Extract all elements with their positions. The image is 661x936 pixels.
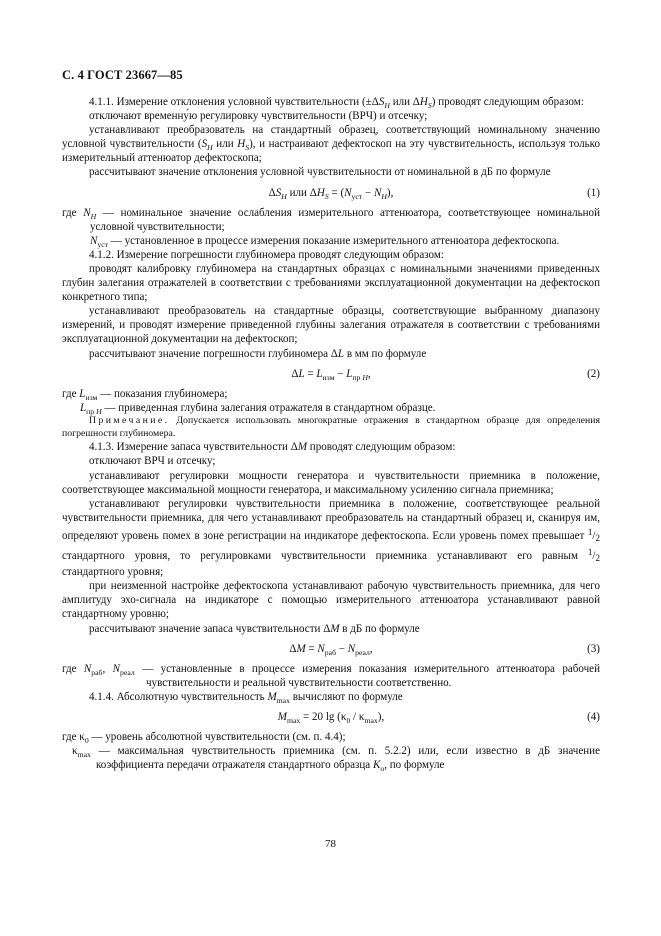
definition: где $\kappa_0$ — уровень абсолютной чувствительности (см. п. 4.4);: [62, 730, 346, 745]
definition: где $N_Н$ — номинальное значение ослабления измерительного аттенюатора, соответствующее номинальной условной чувствительности;: [62, 206, 600, 233]
paragraph: рассчитывают значение запаса чувствительности ΔM в дБ по формуле: [89, 622, 420, 635]
section-4-1-3: 4.1.3. Измерение запаса чувствительности ΔM проводят следующим образом:: [89, 441, 456, 454]
page-number: 78: [325, 838, 336, 850]
definition: где $N_{раб}$, $N_{реал}$ — установленные в процессе измерения показания измерительного аттенюатора рабочей чувствительности и реальной чувствительности соответственно.: [62, 662, 600, 689]
paragraph: рассчитывают значение отклонения условной чувствительности от номинальной в дБ по формуле: [89, 166, 551, 179]
page-header: С. 4 ГОСТ 23667—85: [62, 68, 183, 82]
formula-1: $\Delta S_Н$ или $\Delta H_S = (N_{уст} - N_Н)$, (1): [62, 180, 600, 206]
formula-number: (4): [587, 710, 600, 723]
note-label: Примечание.: [89, 414, 170, 426]
paragraph: устанавливают преобразователь на стандартные образцы, соответствующие выбранному диапазону измерений, и проводят измерение приведенной глубины залегания отражателя в соответствии с требованиями эксплуатационной документации на дефектоскоп;: [62, 305, 600, 346]
paragraph: отключают временну́ю регулировку чувствительности (ВРЧ) и отсечку;: [89, 110, 428, 123]
definition: $\kappa_{max}$ — максимальная чувствительность приемника (см. п. 5.2.2) или, если известно в дБ значение коэффициента передачи отражателя стандартного образца $K_о$, по формуле: [72, 744, 600, 774]
paragraph: проводят калибровку глубиномера на стандартных образцах с номинальными значениями приведенных глубин залегания отражателей в соответствии с требованиями эксплуатационной документации на дефектоскоп конкретного типа;: [62, 262, 600, 304]
definition: где $L_{изм}$ — показания глубиномера;: [62, 387, 228, 402]
paragraph: устанавливают регулировки мощности генератора и чувствительности приемника в положение, соответствующее максимальной мощности генератора, и максимальному усилению сигнала приемника;: [62, 469, 600, 496]
paragraph: при неизменной настройке дефектоскопа устанавливают рабочую чувствительность приемника, для чего амплитуду эхо-сигнала на индикаторе с помощью измерительного аттенюатора устанавливают равной стандартному уровню;: [62, 580, 600, 621]
definition: $L_{пр Н}$ — приведенная глубина залегания отражателя в стандартном образце.: [80, 401, 436, 416]
formula-number: (3): [587, 642, 600, 655]
paragraph: устанавливают регулировки чувствительности приемника в положение, соответствующее реальной чувствительности приемника, для чего устанавливают преобразователь на стандартный образец и, сканируя им, определяют уровень помех в зоне регистрации на индикаторе дефектоскопа. Если уровень помех превышает $^1$/2 стандартного уровня, то регулировками чувствительности приемника устанавливают его равным $^1$/2 стандартного уровня;: [62, 497, 600, 579]
section-4-1-4: 4.1.4. Абсолютную чувствительность $M_{max}$ вычисляют по формуле: [89, 690, 403, 705]
note: [62, 415, 600, 441]
formula-3: $\Delta M = N_{раб} - N_{реал}$, (3): [62, 636, 600, 662]
formula-2: $\Delta L = L_{изм} - L_{пр Н}$, (2): [62, 361, 600, 387]
note-text: Допускается использовать многократные отражения в стандартном образце для определения погрешности глубиномера.: [62, 414, 601, 439]
section-4-1-1: 4.1.1. Измерение отклонения условной чувствительности ($\pm\Delta S_Н$ или $\Delta H_S$) проводят следующим образом:: [89, 96, 584, 110]
definition: $N_{уст}$ — установленное в процессе измерения показание измерительного аттенюатора дефектоскопа.: [90, 234, 560, 249]
section-4-1-2: 4.1.2. Измерение погрешности глубиномера проводят следующим образом:: [89, 248, 444, 261]
paragraph: отключают ВРЧ и отсечку;: [89, 455, 216, 468]
paragraph: устанавливают преобразователь на стандартный образец, соответствующий номинальному значению условной чувствительности ($S_Н$ или $H_S$), и настраивают дефектоскоп на эту чувствительность, используя только измерительный аттенюатор дефектоскопа;: [62, 124, 600, 165]
formula-number: (1): [587, 186, 600, 199]
formula-4: $M_{max} = 20$ $\lg (\kappa_0 / \kappa_{max})$, (4): [62, 704, 600, 730]
paragraph: рассчитывают значение погрешности глубиномера ΔL в мм по формуле: [89, 347, 427, 360]
document-body: [62, 95, 600, 772]
formula-number: (2): [587, 367, 600, 380]
